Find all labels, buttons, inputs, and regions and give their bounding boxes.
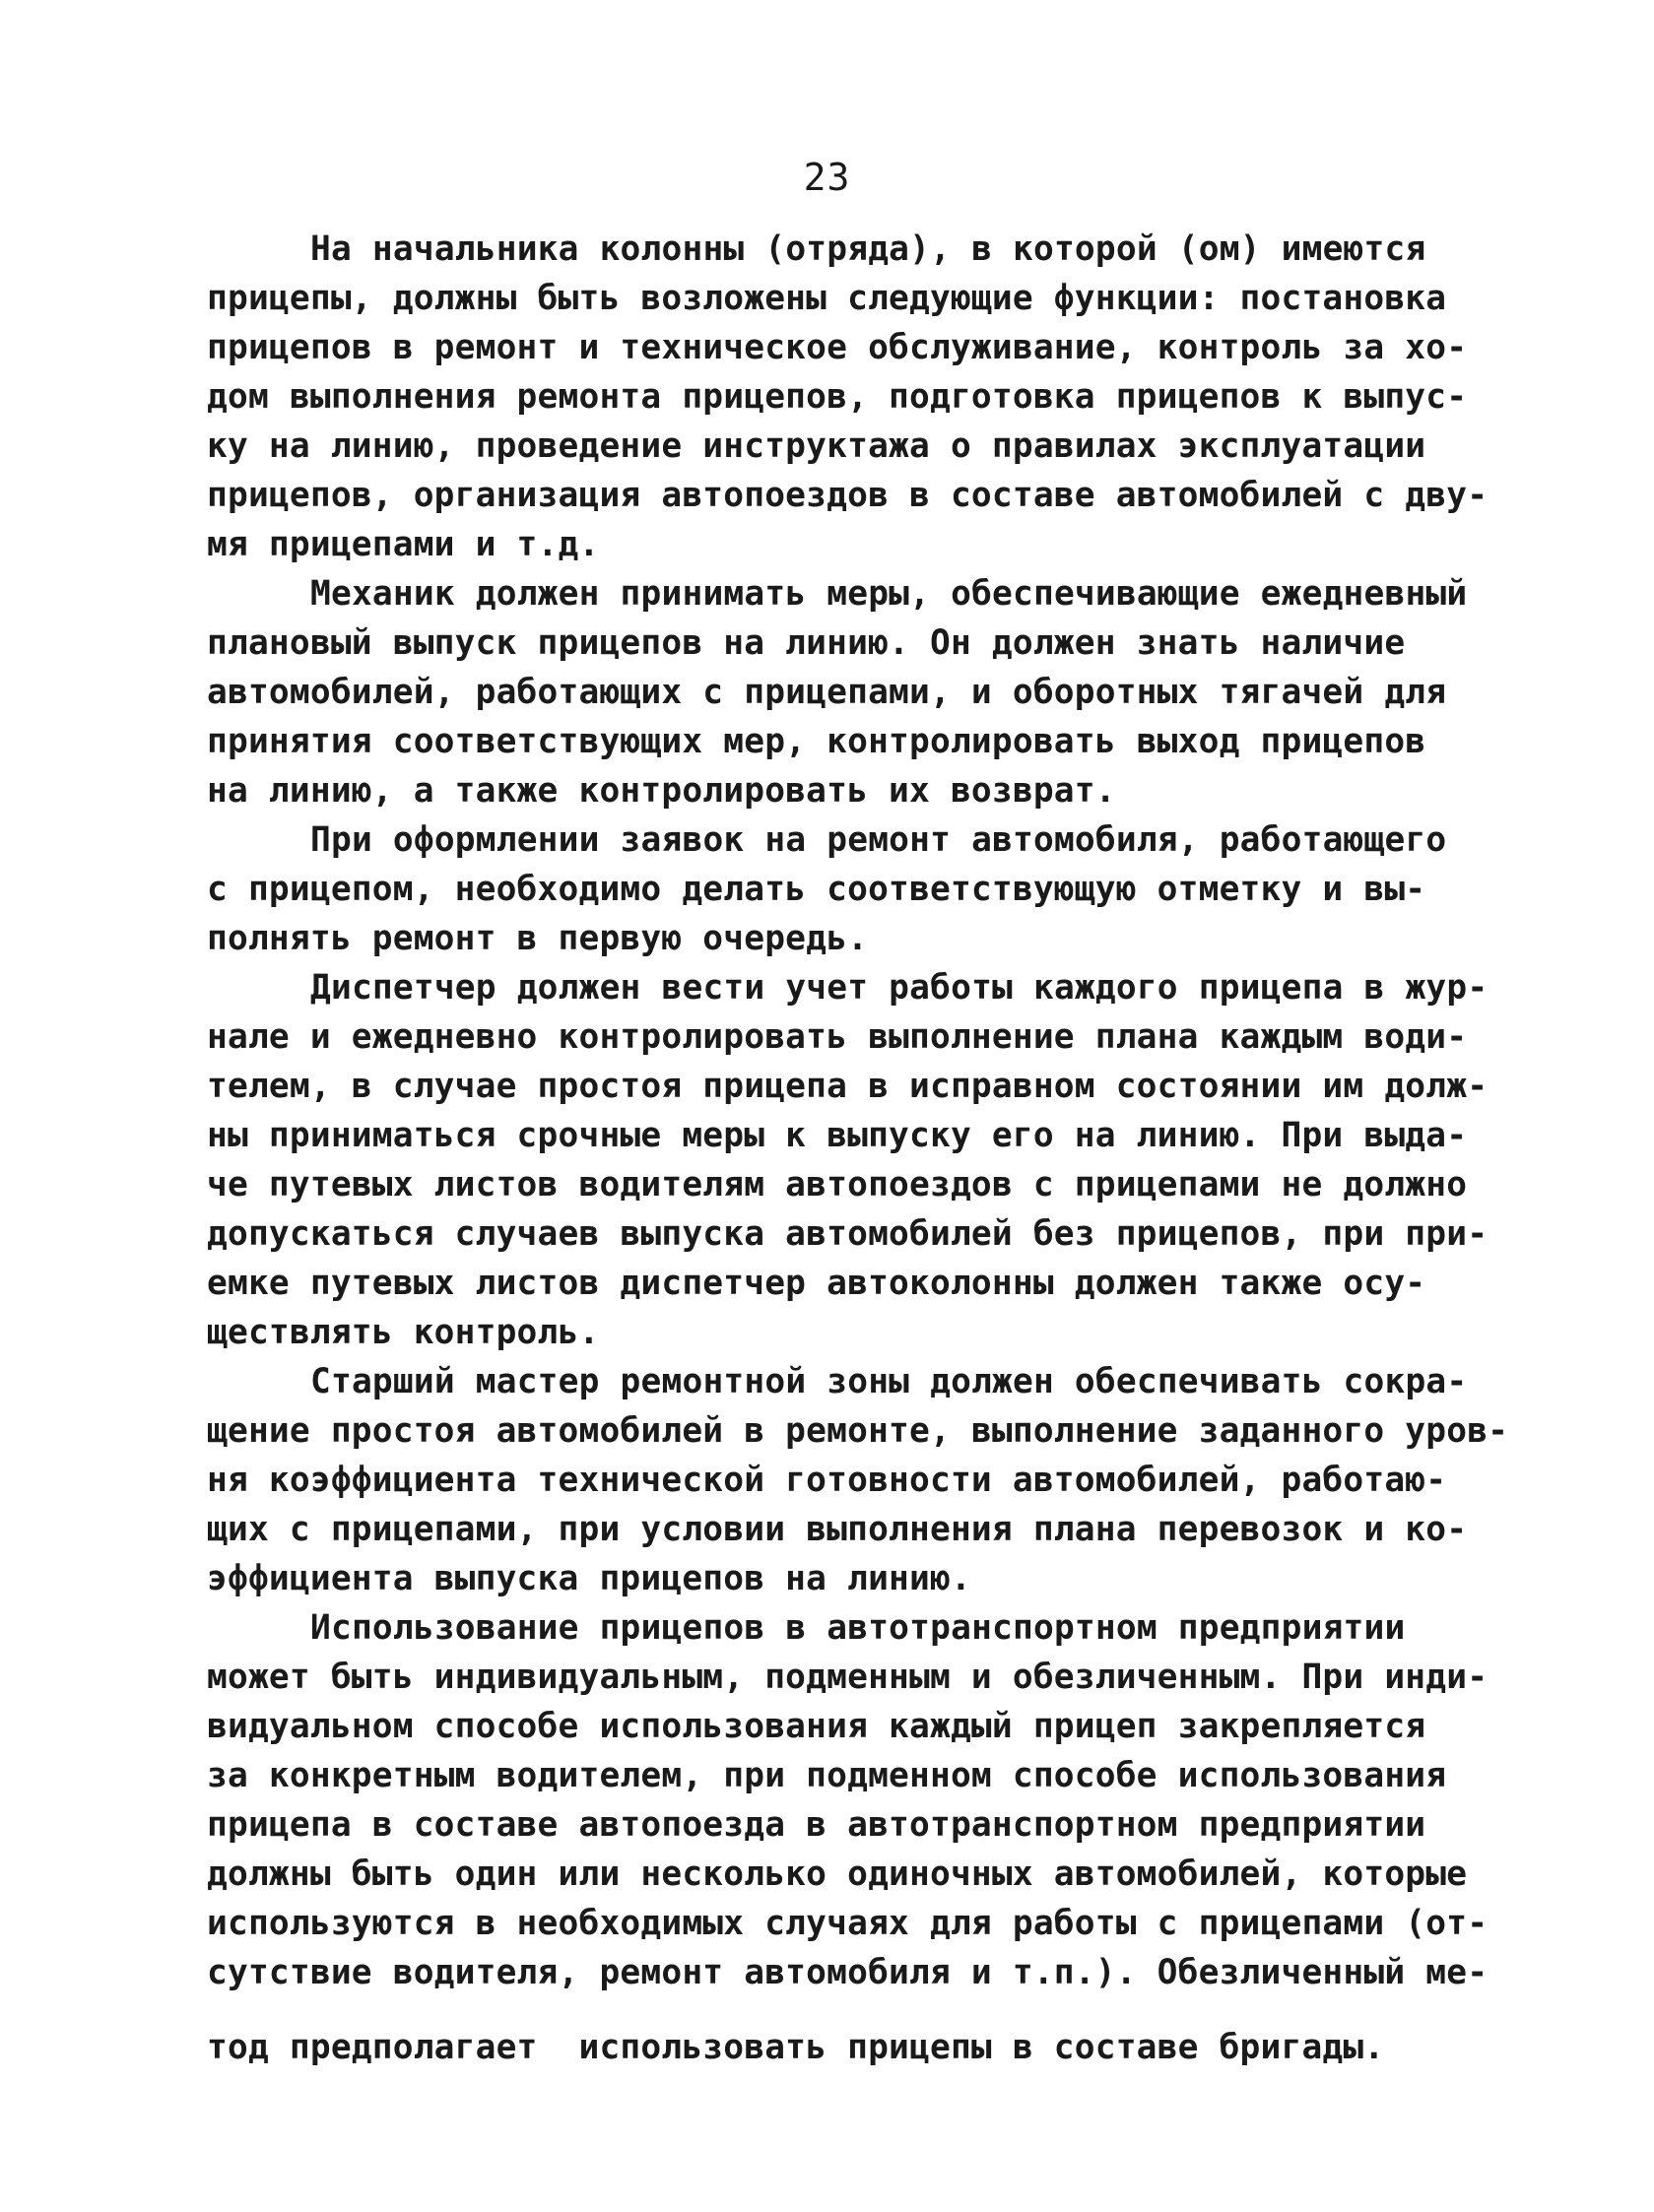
paragraph-4-line: нале и ежедневно контролировать выполнение плана каждым води- (207, 1017, 1468, 1057)
paragraph-4-line: ны приниматься срочные меры к выпуску его на линию. При выда- (207, 1116, 1468, 1155)
paragraph-3-line: с прицепом, необходимо делать соответствующую отметку и вы- (207, 870, 1426, 909)
paragraph-5-line: Старший мастер ремонтной зоны должен обеспечивать сокра- (310, 1362, 1468, 1401)
paragraph-2-line: Механик должен принимать меры, обеспечивающие ежедневный (310, 574, 1468, 614)
paragraph-1-line: прицепов в ремонт и техническое обслуживание, контроль за хо- (207, 328, 1468, 367)
paragraph-3-line: полнять ремонт в первую очередь. (207, 919, 869, 958)
paragraph-5-line: щих с прицепами, при условии выполнения плана перевозок и ко- (207, 1510, 1468, 1549)
paragraph-1-line: дом выполнения ремонта прицепов, подготовка прицепов к выпус- (207, 377, 1468, 417)
paragraph-4-line: ществлять контроль. (207, 1313, 600, 1352)
paragraph-6-line: должны быть один или несколько одиночных автомобилей, которые (207, 1854, 1468, 1894)
paragraph-6-line: тод предполагает использовать прицепы в составе бригады. (207, 2028, 1385, 2067)
document-body (207, 225, 1509, 2072)
paragraph-6-line: видуальном способе использования каждый прицеп закрепляется (207, 1707, 1426, 1746)
page-number: 23 (803, 156, 851, 199)
paragraph-2-line: на линию, а также контролировать их возврат. (207, 771, 1116, 811)
paragraph-5-line: щение простоя автомобилей в ремонте, выполнение заданного уров- (207, 1411, 1509, 1451)
paragraph-1-line: прицепы, должны быть возложены следующие функции: постановка (207, 279, 1447, 318)
paragraph-4-line: емке путевых листов диспетчер автоколонны должен также осу- (207, 1264, 1426, 1303)
paragraph-4-line: Диспетчер должен вести учет работы каждого прицепа в жур- (310, 968, 1489, 1008)
paragraph-6-line: сутствие водителя, ремонт автомобиля и т.п.). Обезличенный ме- (207, 1953, 1489, 1992)
paragraph-1-line: ку на линию, проведение инструктажа о правилах эксплуатации (207, 426, 1426, 466)
paragraph-2-line: плановый выпуск прицепов на линию. Он должен знать наличие (207, 623, 1406, 663)
paragraph-6-line: Использование прицепов в автотранспортном предприятии (310, 1608, 1406, 1648)
paragraph-1-line: На начальника колонны (отряда), в которой (ом) имеются (310, 229, 1426, 269)
paragraph-4-line: че путевых листов водителям автопоездов с прицепами не должно (207, 1165, 1468, 1204)
paragraph-5-line: эффициента выпуска прицепов на линию. (207, 1559, 971, 1598)
paragraph-2-line: автомобилей, работающих с прицепами, и оборотных тягачей для (207, 673, 1447, 712)
paragraph-4-line: телем, в случае простоя прицепа в исправном состоянии им долж- (207, 1067, 1489, 1106)
paragraph-3-line: При оформлении заявок на ремонт автомобиля, работающего (310, 820, 1447, 860)
paragraph-6-line: используются в необходимых случаях для работы с прицепами (от- (207, 1904, 1489, 1943)
paragraph-5-line: ня коэффициента технической готовности автомобилей, работаю- (207, 1461, 1447, 1500)
paragraph-2-line: принятия соответствующих мер, контролировать выход прицепов (207, 722, 1426, 761)
paragraph-1-line: мя прицепами и т.д. (207, 525, 600, 564)
paragraph-4-line: допускаться случаев выпуска автомобилей без прицепов, при при- (207, 1214, 1489, 1254)
paragraph-6-line: за конкретным водителем, при подменном способе использования (207, 1756, 1447, 1795)
paragraph-6-line: может быть индивидуальным, подменным и обезличенным. При инди- (207, 1658, 1489, 1697)
paragraph-6-line: прицепа в составе автопоезда в автотранспортном предприятии (207, 1805, 1426, 1845)
paragraph-1-line: прицепов, организация автопоездов в составе автомобилей с дву- (207, 476, 1489, 515)
